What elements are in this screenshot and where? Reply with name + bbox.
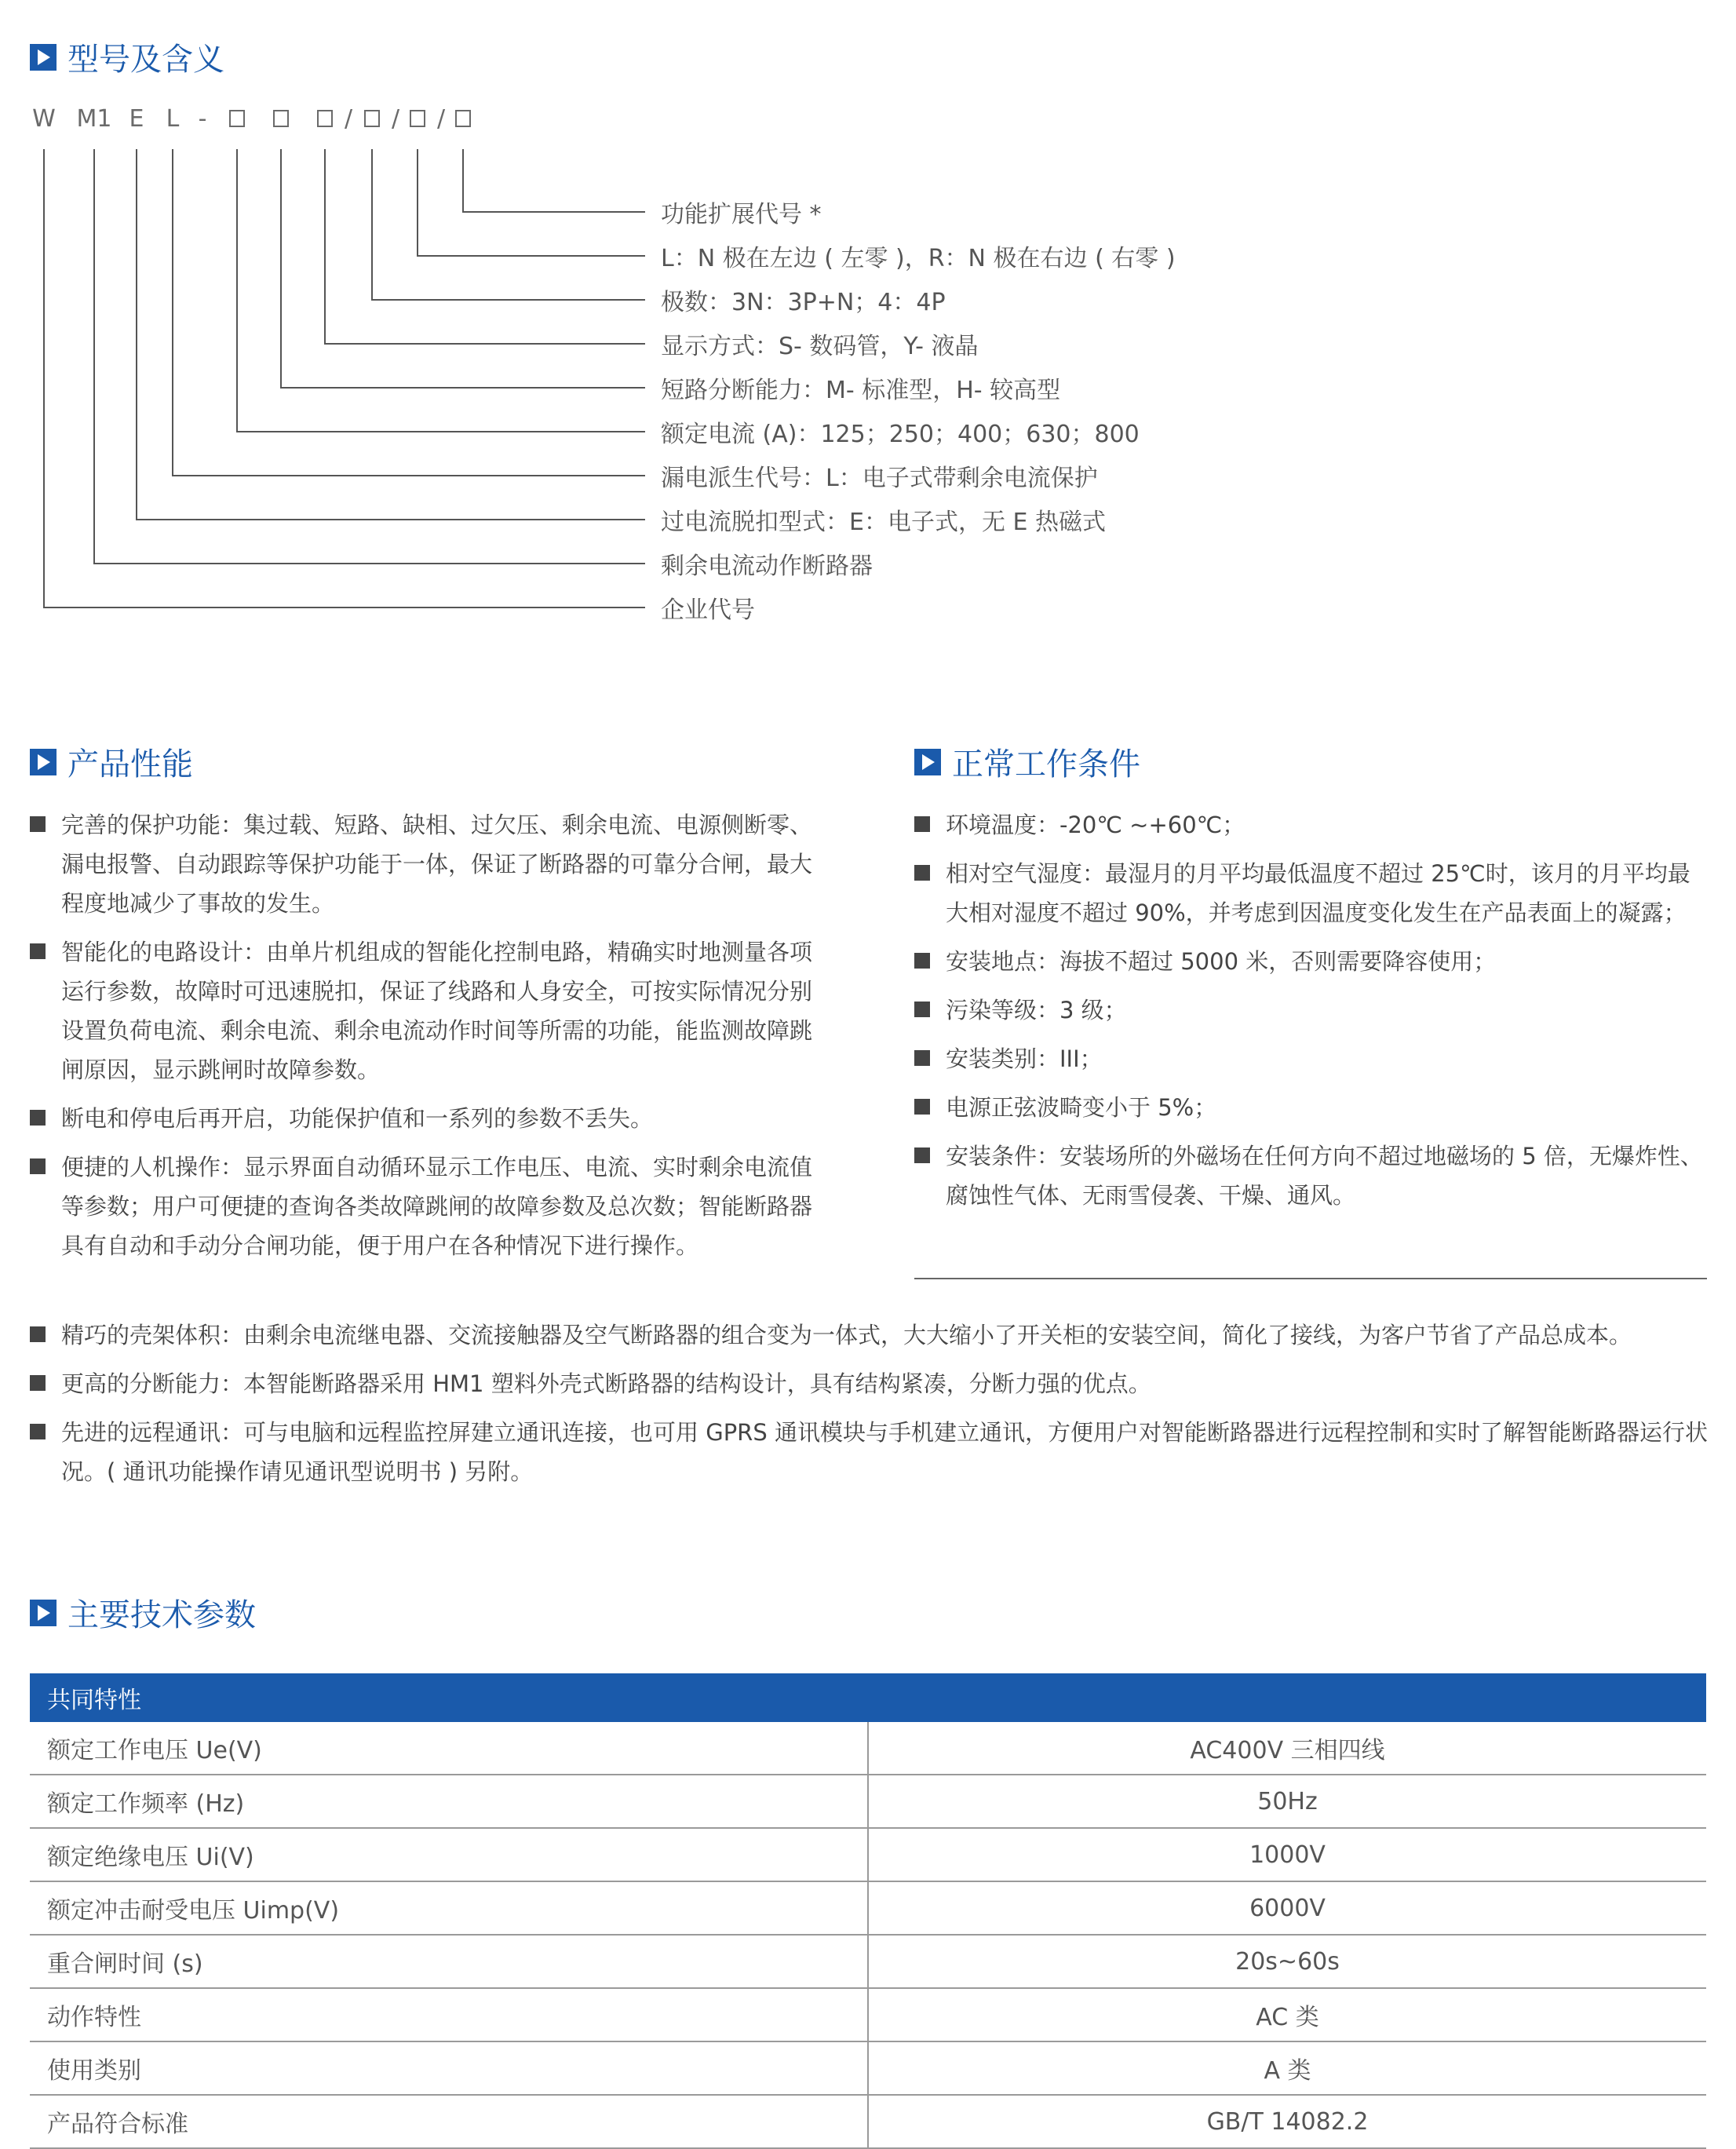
table-row [30, 1988, 1706, 2041]
table-cell-value: 6000V [868, 1881, 1706, 1935]
performance-list-left [30, 805, 830, 1275]
table-row [30, 1722, 1706, 1775]
list-item: 安装类别：III； [914, 1039, 1707, 1078]
code-slash: / [391, 105, 400, 133]
conditions-list [914, 805, 1707, 1224]
code-part-l: L [166, 105, 180, 133]
code-part-e: E [129, 105, 144, 133]
code-slash: / [436, 105, 446, 133]
table-cell-value: 20s~60s [868, 1935, 1706, 1988]
table-cell-label: 额定绝缘电压 Ui(V) [30, 1828, 868, 1881]
section-title-performance [30, 739, 193, 784]
code-part-m1: M1 [76, 105, 112, 133]
code-desc-display: 显示方式：S- 数码管，Y- 液晶 [661, 333, 979, 360]
leader-line [372, 149, 645, 300]
play-arrow-icon [30, 749, 57, 775]
leader-line [137, 149, 645, 520]
section-title-conditions-text: 正常工作条件 [952, 746, 1140, 783]
table-cell-label: 重合闸时间 (s) [30, 1935, 868, 1988]
code-desc-breaking: 短路分断能力：M- 标准型，H- 较高型 [661, 377, 1061, 404]
table-cell-value: AC400V 三相四线 [868, 1722, 1706, 1775]
table-row [30, 1935, 1706, 1988]
table-cell-label: 额定工作电压 Ue(V) [30, 1722, 868, 1775]
model-code-leader-lines [0, 0, 706, 644]
leader-line [325, 149, 645, 344]
params-table [30, 1673, 1706, 2149]
conditions-divider [914, 1278, 1707, 1279]
list-item: 便捷的人机操作：显示界面自动循环显示工作电压、电流、实时剩余电流值等参数；用户可便捷的查询各类故障跳闸的故障参数及总次数；智能断路器具有自动和手动分合闸功能，便于用户在各种情况下进行操作。 [30, 1147, 830, 1265]
code-desc-trip-type: 过电流脱扣型式：E：电子式，无 E 热磁式 [661, 509, 1106, 536]
table-row [30, 1828, 1706, 1881]
code-desc-company: 企业代号 [661, 597, 755, 624]
code-desc-rcd: 剩余电流动作断路器 [661, 553, 873, 580]
list-item: 安装条件：安装场所的外磁场在任何方向不超过地磁场的 5 倍，无爆炸性、腐蚀性气体、无雨雪侵袭、干燥、通风。 [914, 1137, 1707, 1215]
table-header: 共同特性 [47, 1687, 141, 1714]
table-cell-label: 使用类别 [30, 2041, 868, 2095]
list-item: 相对空气湿度：最湿月的月平均最低温度不超过 25℃时，该月的月平均最大相对湿度不超过 90%，并考虑到因温度变化发生在产品表面上的凝露； [914, 854, 1707, 932]
section-title-model-text: 型号及含义 [67, 42, 224, 78]
section-title-conditions [914, 739, 1140, 784]
table-cell-value: GB/T 14082.2 [868, 2095, 1706, 2148]
table-cell-value: AC 类 [868, 1988, 1706, 2041]
table-row [30, 1881, 1706, 1935]
list-item: 更高的分断能力：本智能断路器采用 HM1 塑料外壳式断路器的结构设计，具有结构紧凑，分断力强的优点。 [30, 1364, 1709, 1403]
table-cell-value: A 类 [868, 2041, 1706, 2095]
code-part-w: W [32, 105, 56, 133]
table-row [30, 2041, 1706, 2095]
table-cell-value: 50Hz [868, 1775, 1706, 1828]
code-slash: / [344, 105, 353, 133]
leader-line [237, 149, 645, 432]
section-title-params [30, 1590, 256, 1635]
leader-line [173, 149, 645, 476]
code-desc-leakage: 漏电派生代号：L：电子式带剩余电流保护 [661, 465, 1098, 492]
table-cell-label: 额定工作频率 (Hz) [30, 1775, 868, 1828]
code-desc-current: 额定电流 (A)：125；250；400；630；800 [661, 421, 1140, 448]
list-item: 断电和停电后再开启，功能保护值和一系列的参数不丢失。 [30, 1099, 830, 1138]
code-desc-extension: 功能扩展代号 * [661, 201, 822, 228]
list-item: 环境温度：-20℃ ~+60℃； [914, 805, 1707, 845]
code-desc-poles: 极数：3N：3P+N；4：4P [661, 289, 946, 316]
list-item: 智能化的电路设计：由单片机组成的智能化控制电路，精确实时地测量各项运行参数，故障时可迅速脱扣，保证了线路和人身安全，可按实际情况分别设置负荷电流、剩余电流、剩余电流动作时间等所需的功能，能监测故障跳闸原因，显示跳闸时故障参数。 [30, 932, 830, 1089]
table-header-row [30, 1673, 1706, 1722]
section-title-params-text: 主要技术参数 [67, 1597, 256, 1633]
table-cell-label: 动作特性 [30, 1988, 868, 2041]
section-title-performance-text: 产品性能 [67, 746, 193, 783]
performance-list-full [30, 1315, 1709, 1501]
play-arrow-icon [914, 749, 941, 775]
list-item: 电源正弦波畸变小于 5%； [914, 1088, 1707, 1127]
list-item: 先进的远程通讯：可与电脑和远程监控屏建立通讯连接，也可用 GPRS 通讯模块与手机建立通讯，方便用户对智能断路器进行远程控制和实时了解智能断路器运行状况。( 通讯功能操作请见通讯型说明书 ) 另附。 [30, 1413, 1709, 1491]
table-cell-label: 额定冲击耐受电压 Uimp(V) [30, 1881, 868, 1935]
leader-line [418, 149, 645, 256]
leader-line [463, 149, 645, 212]
table-cell-label: 产品符合标准 [30, 2095, 868, 2148]
table-row [30, 1775, 1706, 1828]
table-cell-value: 1000V [868, 1828, 1706, 1881]
code-desc-n-pole: L：N 极在左边 ( 左零 )，R：N 极在右边 ( 右零 ) [661, 245, 1176, 272]
leader-line [44, 149, 645, 607]
list-item: 完善的保护功能：集过载、短路、缺相、过欠压、剩余电流、电源侧断零、漏电报警、自动跟踪等保护功能于一体，保证了断路器的可靠分合闸，最大程度地减少了事故的发生。 [30, 805, 830, 923]
list-item: 污染等级：3 级； [914, 991, 1707, 1030]
list-item: 精巧的壳架体积：由剩余电流继电器、交流接触器及空气断路器的组合变为一体式，大大缩小了开关柜的安装空间，简化了接线，为客户节省了产品总成本。 [30, 1315, 1709, 1355]
play-arrow-icon [30, 1600, 57, 1626]
table-row [30, 2095, 1706, 2148]
list-item: 安装地点：海拔不超过 5000 米，否则需要降容使用； [914, 942, 1707, 981]
code-part-dash: - [198, 105, 207, 133]
